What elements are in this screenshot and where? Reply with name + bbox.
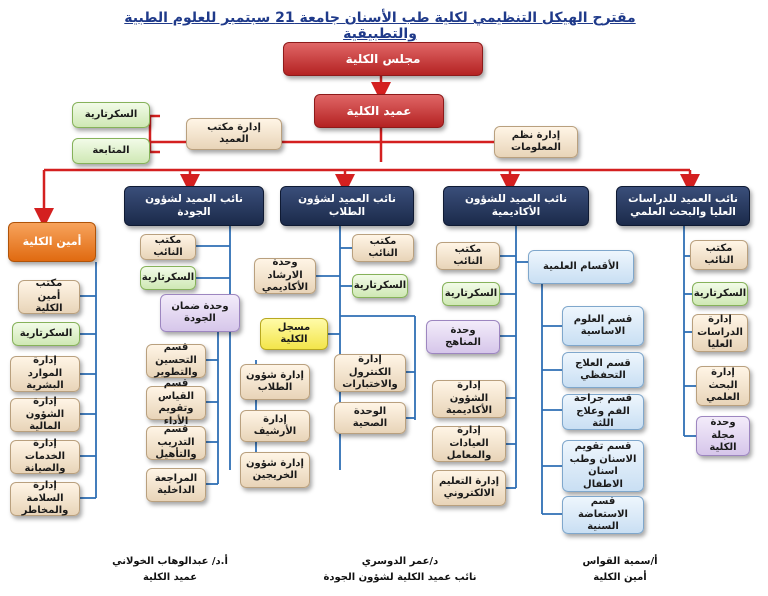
academic-departments-box: الأقسام العلمية	[528, 250, 634, 284]
internal-audit-box: المراجعة الداخلية	[146, 468, 206, 502]
stud-deputy-office-box: مكتب النائب	[352, 234, 414, 262]
dept-ortho-pedo-box: قسم تقويم الاسنان وطب اسنان الاطفال	[562, 440, 644, 492]
vd-quality-box: نائب العميد لشؤون الجودة	[124, 186, 264, 226]
vd-academic-box: نائب العميد للشؤون الأكاديمية	[443, 186, 589, 226]
signature-registrar-role: أمين الكلية	[593, 572, 647, 583]
dept-oral-surgery-box: قسم جراحة الفم وعلاج اللثة	[562, 394, 644, 430]
grad-secretary-box: السكرتارية	[692, 282, 748, 306]
qual-secretary-box: السكرتارية	[140, 266, 196, 290]
qual-deputy-office-box: مكتب النائب	[140, 234, 196, 260]
signature-registrar	[555, 554, 685, 586]
dean-office-box: إدارة مكتب العميد	[186, 118, 282, 150]
alumni-admin-box: إدارة شؤون الخريجين	[240, 452, 310, 488]
top-secretary-box: السكرتارية	[72, 102, 150, 128]
followup-box: المتابعة	[72, 138, 150, 164]
measurement-dept-box: قسم القياس وتقويم الأداء	[146, 386, 206, 420]
college-registrar-box: أمين الكلية	[8, 222, 96, 262]
guidance-unit-box: وحدة الارشاد الأكاديمي	[254, 258, 316, 294]
signature-registrar-name: أ/سمية القواس	[582, 556, 658, 567]
control-exams-admin-box: إدارة الكنترول والاختبارات	[334, 354, 406, 392]
registrar-box: مسجل الكلية	[260, 318, 328, 350]
research-admin-box: إدارة البحث العلمي	[696, 366, 750, 406]
archive-admin-box: إدارة الأرشيف	[240, 410, 310, 442]
health-unit-box: الوحدة الصحية	[334, 402, 406, 434]
dean-box: عميد الكلية	[314, 94, 444, 128]
quality-assurance-unit-box: وحدة ضمان الجودة	[160, 294, 240, 332]
safety-risk-admin-box: إدارة السلامة والمخاطر	[10, 482, 80, 516]
acad-deputy-office-box: مكتب النائب	[436, 242, 500, 270]
signature-vice-dean-role: نائب عميد الكلية لشؤون الجودة	[323, 572, 477, 583]
finance-admin-box: إدارة الشؤون المالية	[10, 398, 80, 432]
dept-basic-sciences-box: قسم العلوم الاساسية	[562, 306, 644, 346]
stud-secretary-box: السكرتارية	[352, 274, 408, 298]
improvement-dept-box: قسم التحسين والتطوير	[146, 344, 206, 378]
training-dept-box: قسم التدريب والتأهيل	[146, 426, 206, 460]
info-systems-box: إدارة نظم المعلومات	[494, 126, 578, 158]
signature-vice-dean-name: د/عمر الدوسري	[361, 556, 439, 567]
vd-grad-research-box: نائب العميد للدراسات العليا والبحث العلمي	[616, 186, 750, 226]
reg-secretary-box: السكرتارية	[12, 322, 80, 346]
acad-affairs-admin-box: إدارة الشؤون الأكاديمية	[432, 380, 506, 418]
chart-title: مقترح الهيكل التنظيمي لكلية طب الأسنان جامعة 21 سبتمبر للعلوم الطبية والتطبيقية	[124, 10, 636, 42]
signature-dean	[100, 554, 240, 586]
registrar-office-box: مكتب أمين الكلية	[18, 280, 80, 314]
dept-conservative-box: قسم العلاج التحفظي	[562, 352, 644, 388]
hr-admin-box: إدارة الموارد البشرية	[10, 356, 80, 392]
services-maintenance-admin-box: إدارة الخدمات والصيانة	[10, 440, 80, 474]
journal-unit-box: وحدة مجلة الكلية	[696, 416, 750, 456]
signature-vice-dean-quality	[305, 554, 495, 586]
signature-dean-role: عميد الكلية	[142, 572, 198, 583]
vd-students-box: نائب العميد لشؤون الطلاب	[280, 186, 414, 226]
college-council-box: مجلس الكلية	[283, 42, 483, 76]
student-affairs-admin-box: إدارة شؤون الطلاب	[240, 364, 310, 400]
acad-secretary-box: السكرتارية	[442, 282, 500, 306]
curricula-unit-box: وحدة المناهج	[426, 320, 500, 354]
grad-studies-admin-box: إدارة الدراسات العليا	[692, 314, 748, 352]
grad-deputy-office-box: مكتب النائب	[690, 240, 748, 270]
signature-dean-name: أ.د/ عبدالوهاب الخولاني	[112, 556, 228, 567]
clinics-labs-admin-box: إدارة العيادات والمعامل	[432, 426, 506, 462]
dept-prostho-box: قسم الاستعاضة السنية	[562, 496, 644, 534]
elearning-admin-box: إدارة التعليم الالكتروني	[432, 470, 506, 506]
